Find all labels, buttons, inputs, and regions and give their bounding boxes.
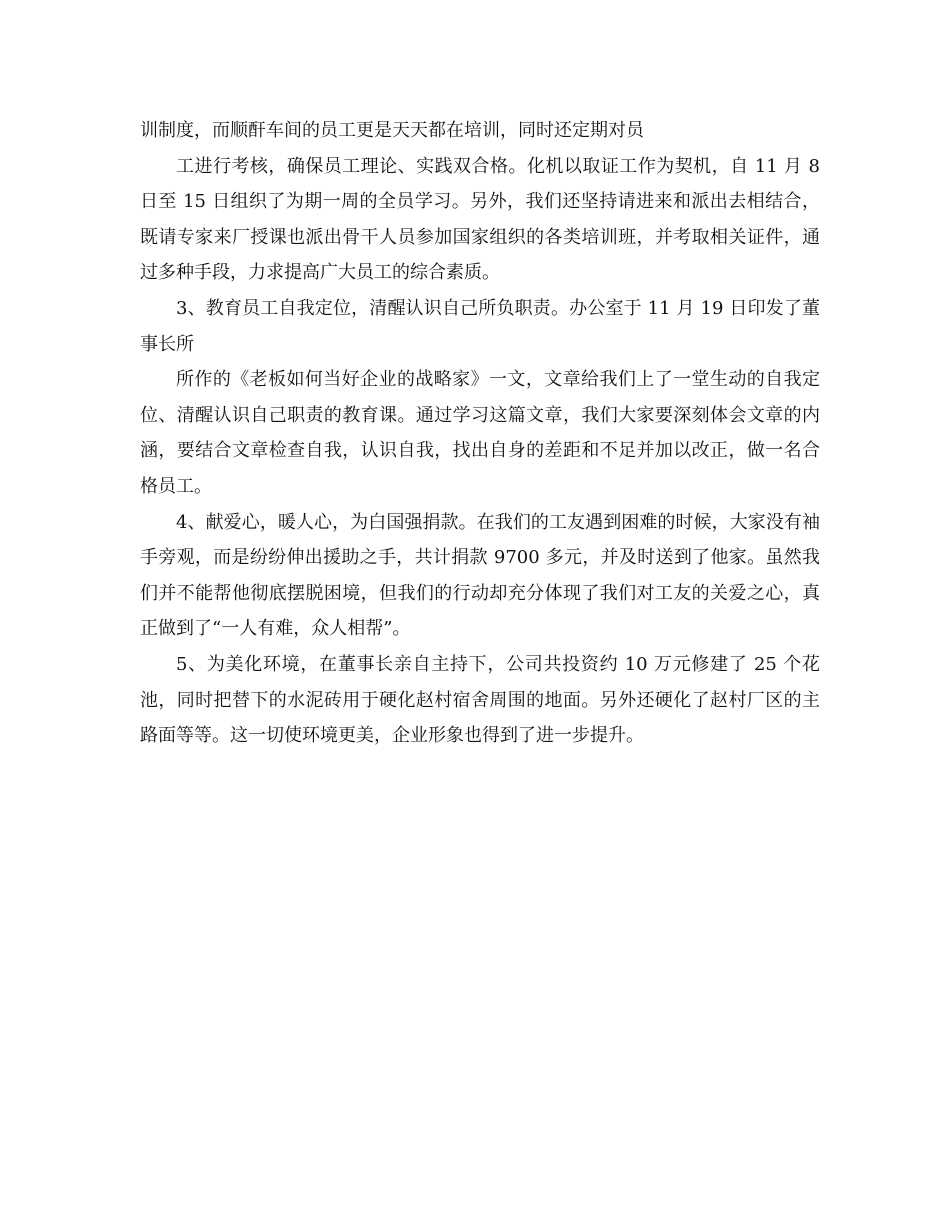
paragraph-item-3-body: 所作的《老板如何当好企业的战略家》一文，文章给我们上了一堂生动的自我定位、清醒认识自己职责的教育课。通过学习这篇文章，我们大家要深刻体会文章的内涵，要结合文章检查自我，认识自我，找出自身的差距和不足并加以改正，做一名合格员工。 <box>140 369 820 497</box>
paragraph-item-4: 4、献爱心，暖人心，为白国强捐款。在我们的工友遇到困难的时候，大家没有袖手旁观，而是纷纷伸出援助之手，共计捐款 9700 多元，并及时送到了他家。虽然我们并不能帮他彻底摆脱困境，但我们的行动却充分体现了我们对工友的关爱之心，真正做到了“一人有难，众人相帮”。 <box>140 511 820 640</box>
paragraph-item-3-heading: 3、教育员工自我定位，清醒认识自己所负职责。办公室于 11 月 19 日印发了董事长所 <box>140 297 820 355</box>
paragraph-item-5: 5、为美化环境，在董事长亲自主持下，公司共投资约 10 万元修建了 25 个花池，同时把替下的水泥砖用于硬化赵村宿舍周围的地面。另外还硬化了赵村厂区的主路面等等。这一切使环境更美，企业形象也得到了进一步提升。 <box>140 653 820 747</box>
paragraph-training-continued: 训制度，而顺酐车间的员工更是天天都在培训，同时还定期对员 <box>140 120 644 141</box>
paragraph-assessment: 工进行考核，确保员工理论、实践双合格。化机以取证工作为契机，自 11 月 8 日至 15 日组织了为期一周的全员学习。另外，我们还坚持请进来和派出去相结合，既请专家来厂授课也派出骨干人员参加国家组织的各类培训班，并考取相关证件，通过多种手段，力求提高广大员工的综合素质。 <box>140 155 820 284</box>
document-body <box>140 113 820 754</box>
